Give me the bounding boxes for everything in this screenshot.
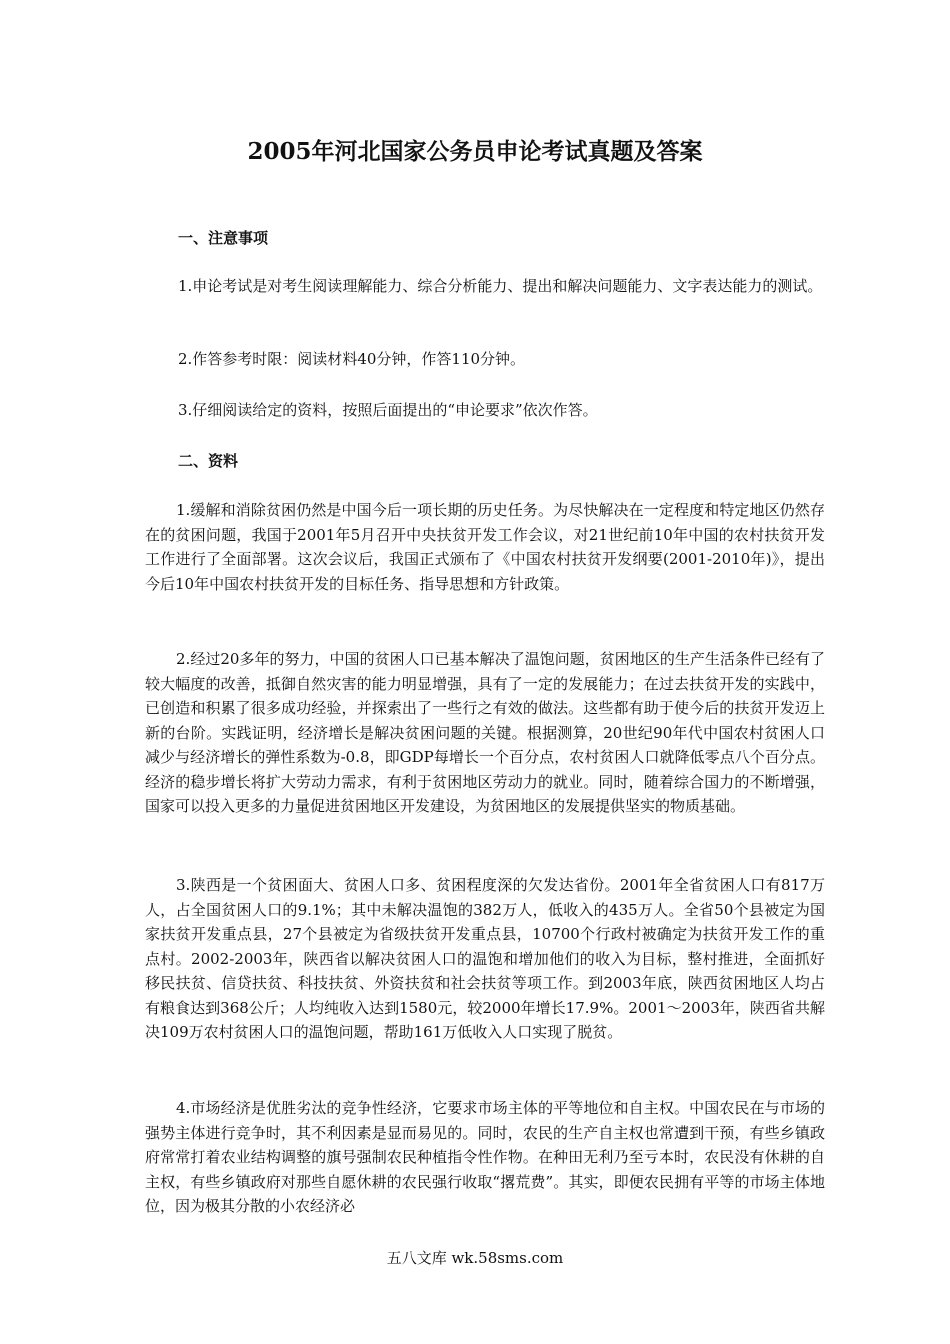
material-paragraph-4: 4.市场经济是优胜劣汰的竞争性经济，它要求市场主体的平等地位和自主权。中国农民在与市场的强势主体进行竞争时，其不利因素是显而易见的。同时，农民的生产自主权也常遭到干预，有些乡镇政府常常打着农业结构调整的旗号强制农民种植指令性作物。在种田无利乃至亏本时，农民没有休耕的自主权，有些乡镇政府对那些自愿休耕的农民强行收取“撂荒费”。其实，即便农民拥有平等的市场主体地位，因为极其分散的小农经济必 — [145, 1099, 825, 1215]
material-paragraph-1: 1.缓解和消除贫困仍然是中国今后一项长期的历史任务。为尽快解决在一定程度和特定地区仍然存在的贫困问题，我国于2001年5月召开中央扶贫开发工作会议，对21世纪前10年中国的农村扶贫开发工作进行了全面部署。这次会议后，我国正式颁布了《中国农村扶贫开发纲要(2001-2010年)》，提出今后10年中国农村扶贫开发的目标任务、指导思想和方针政策。 — [145, 501, 825, 593]
note-item-3: 3.仔细阅读给定的资料，按照后面提出的“申论要求”依次作答。 — [178, 401, 598, 419]
material-paragraph-3: 3.陕西是一个贫困面大、贫困人口多、贫困程度深的欠发达省份。2001年全省贫困人口有817万人，占全国贫困人口的9.1%；其中未解决温饱的382万人，低收入的435万人。全省50个县被定为国家扶贫开发重点县，27个县被定为省级扶贫开发重点县，10700个行政村被确定为扶贫开发工作的重点村。2002-2003年，陕西省以解决贫困人口的温饱和增加他们的收入为目标，整村推进，全面抓好移民扶贫、信贷扶贫、科技扶贫、外资扶贫和社会扶贫等项工作。到2003年底，陕西贫困地区人均占有粮食达到368公斤；人均纯收入达到1580元，较2000年增长17.9%。2001～2003年，陕西省共解决109万农村贫困人口的温饱问题，帮助161万低收入人口实现了脱贫。 — [145, 876, 825, 1041]
material-paragraph-2: 2.经过20多年的努力，中国的贫困人口已基本解决了温饱问题，贫困地区的生产生活条件已经有了较大幅度的改善，抵御自然灾害的能力明显增强，具有了一定的发展能力；在过去扶贫开发的实践中，已创造和积累了很多成功经验，并探索出了一些行之有效的做法。这些都有助于使今后的扶贫开发迈上新的台阶。实践证明，经济增长是解决贫困问题的关键。根据测算，20世纪90年代中国农村贫困人口减少与经济增长的弹性系数为-0.8，即GDP每增长一个百分点，农村贫困人口就降低零点八个百分点。经济的稳步增长将扩大劳动力需求，有利于贫困地区劳动力的就业。同时，随着综合国力的不断增强，国家可以投入更多的力量促进贫困地区开发建设，为贫困地区的发展提供坚实的物质基础。 — [145, 650, 825, 815]
section-heading-materials: 二、资料 — [178, 452, 239, 470]
note-item-2: 2.作答参考时限：阅读材料40分钟，作答110分钟。 — [178, 350, 526, 368]
page-footer: 五八文库 wk.58sms.com — [386, 1249, 564, 1267]
document-title: 2005年河北国家公务员申论考试真题及答案 — [247, 138, 703, 165]
note-item-1: 1.申论考试是对考生阅读理解能力、综合分析能力、提出和解决问题能力、文字表达能力的测试。 — [178, 277, 823, 295]
section-heading-notes: 一、注意事项 — [178, 229, 269, 247]
